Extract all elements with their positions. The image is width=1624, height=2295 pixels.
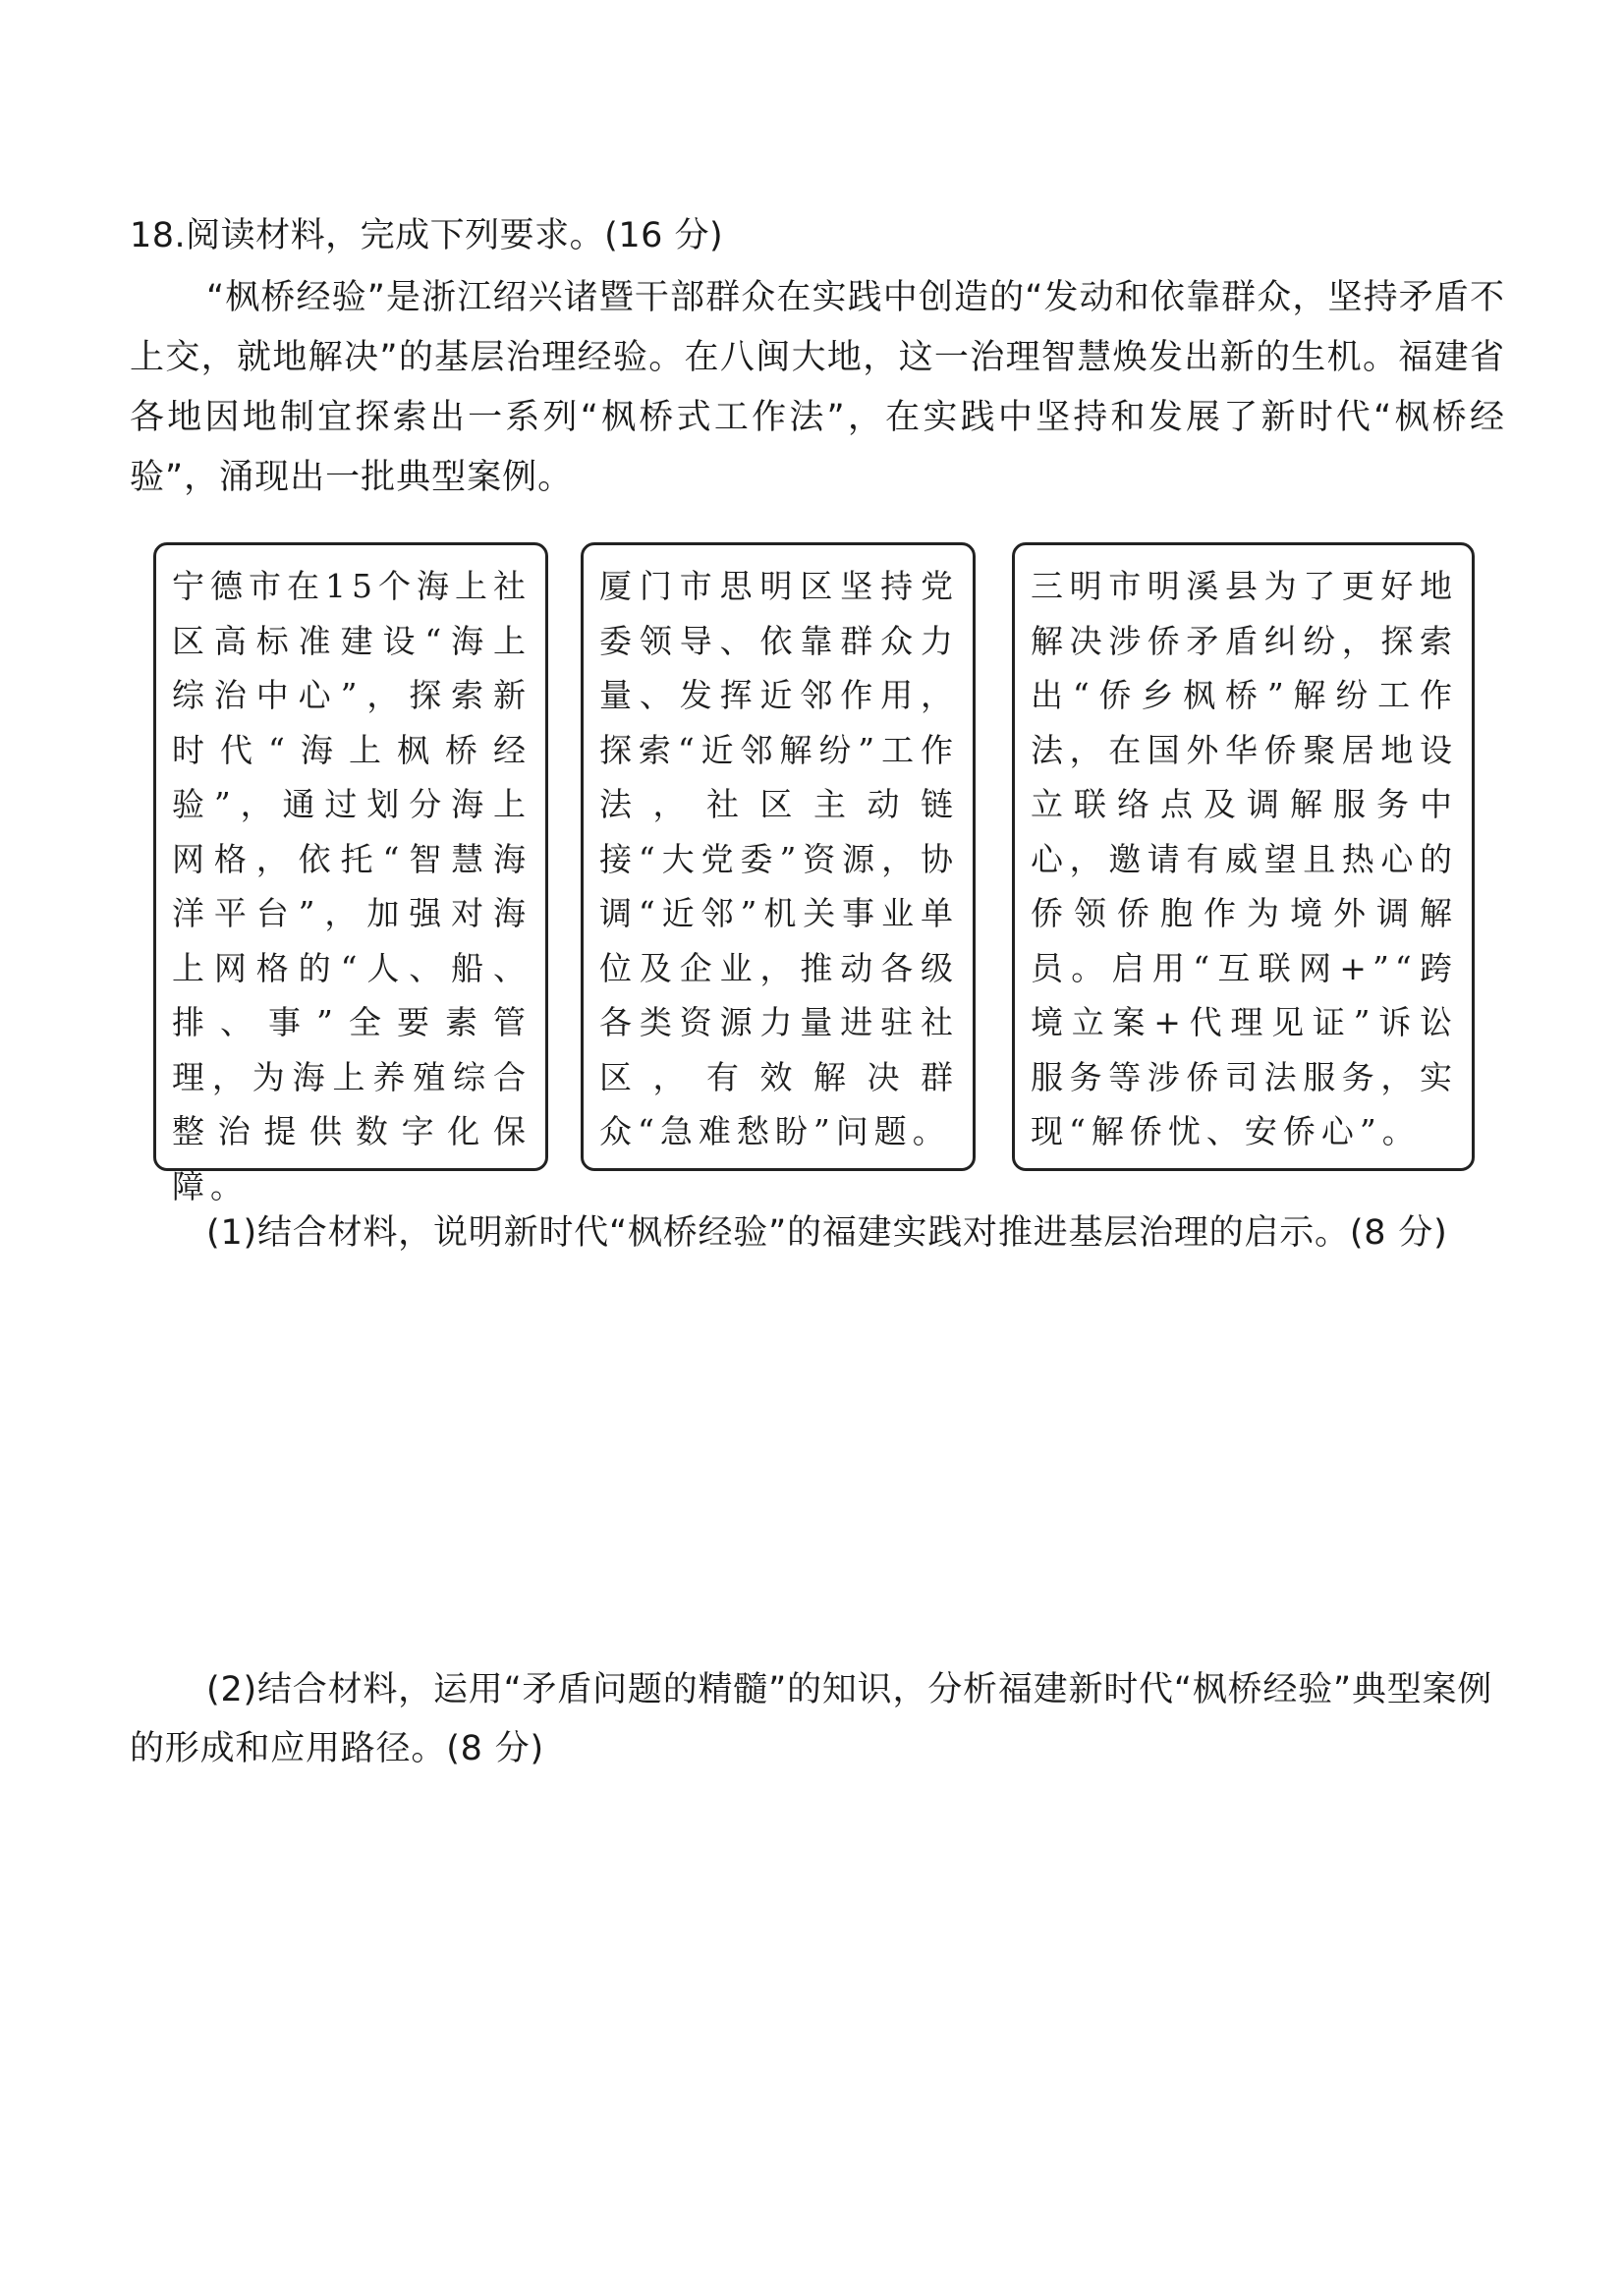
question-intro: “枫桥经验”是浙江绍兴诸暨干部群众在实践中创造的“发动和依靠群众，坚持矛盾不上交，就地解决”的基层治理经验。在八闽大地，这一治理智慧焕发出新的生机。福建省各地因地制宜探索出一系列“枫桥式工作法”，在实践中坚持和发展了新时代“枫桥经验”，涌现出一批典型案例。 [130,278,1505,497]
question-title: 18.阅读材料，完成下列要求。(16 分) [130,216,724,255]
case-xiamen [581,542,976,1171]
sub-question-2: (2)结合材料，运用“矛盾问题的精髓”的知识，分析福建新时代“枫桥经验”典型案例的形成和应用路径。(8 分) [130,1670,1493,1768]
case-ningde-text: 宁德市在15个海上社区高标准建设“海上综治中心”，探索新时代“海上枫桥经验”，通过划分海上网格，依托“智慧海洋平台”，加强对海上网格的“人、船、排、事”全要素管理，为海上养殖综合整治提供数字化保障。 [172,567,532,1205]
case-sanming-text: 三明市明溪县为了更好地解决涉侨矛盾纠纷，探索出“侨乡枫桥”解纷工作法，在国外华侨聚居地设立联络点及调解服务中心，邀请有威望且热心的侨领侨胞作为境外调解员。启用“互联网+”“跨境立案+代理见证”诉讼服务等涉侨司法服务，实现“解侨忧、安侨心”。 [1031,567,1458,1150]
sub-question-1: (1)结合材料，说明新时代“枫桥经验”的福建实践对推进基层治理的启示。(8 分) [206,1213,1448,1253]
case-ningde [153,542,548,1205]
case-panels [153,542,1475,1205]
case-xiamen-text: 厦门市思明区坚持党委领导、依靠群众力量、发挥近邻作用，探索“近邻解纷”工作法，社区主动链接“大党委”资源，协调“近邻”机关事业单位及企业，推动各级各类资源力量进驻社区，有效解决群众“急难愁盼”问题。 [599,567,959,1150]
case-sanming [1012,542,1475,1171]
